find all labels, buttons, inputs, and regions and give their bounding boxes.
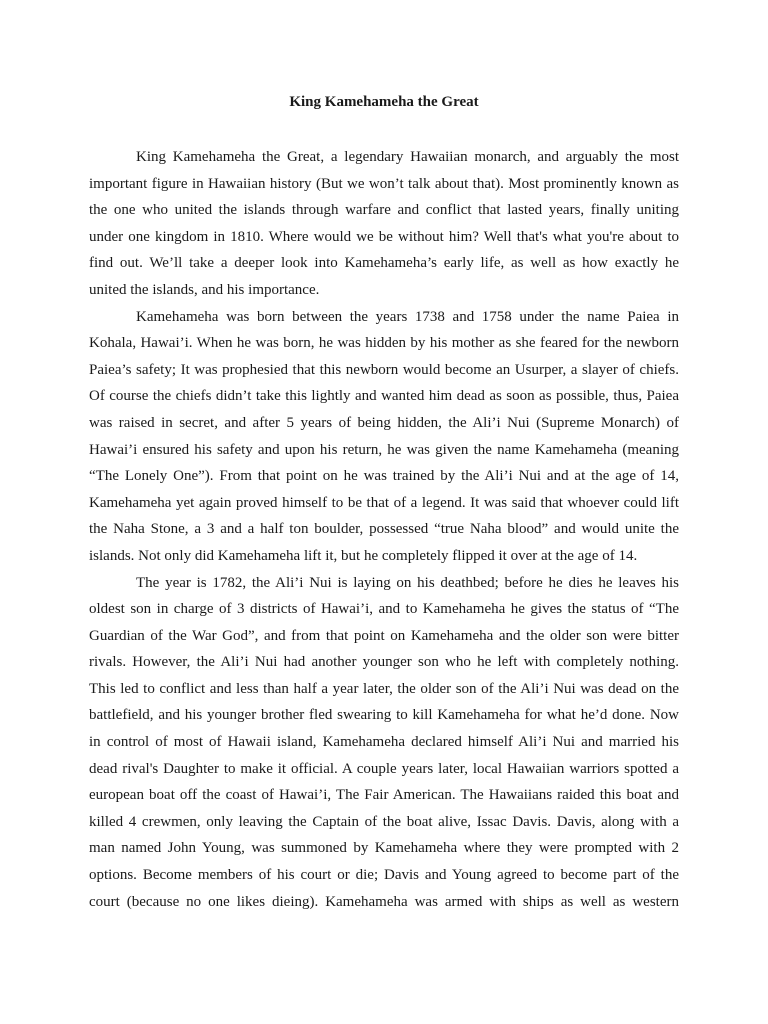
text-line: Of course the chiefs didn’t take this lightly and wanted him dead as soon as possible, thus, Paiea (89, 388, 679, 405)
text-line: “The Lonely One”). From that point on he was trained by the Ali’i Nui and at the age of 14, (89, 468, 679, 485)
text-line: european boat off the coast of Hawai’i, The Fair American. The Hawaiians raided this boat and (89, 787, 679, 804)
text-line: the Naha Stone, a 3 and a half ton boulder, possessed “true Naha blood” and would unite the (89, 521, 679, 538)
text-line: Paiea’s safety; It was prophesied that this newborn would become an Usurper, a slayer of chiefs. (89, 361, 679, 378)
text-line: the one who united the islands through warfare and conflict that lasted years, finally uniting (89, 202, 679, 219)
text-line: find out. We’ll take a deeper look into Kamehameha’s early life, as well as how exactly he (89, 255, 679, 272)
document-body (89, 144, 679, 915)
text-line: killed 4 crewmen, only leaving the Captain of the boat alive, Issac Davis. Davis, along with a (89, 813, 679, 830)
text-line: important figure in Hawaiian history (But we won’t talk about that). Most prominently known as (89, 175, 679, 192)
text-line: Guardian of the War God”, and from that point on Kamehameha and the older son were bitter (89, 627, 679, 644)
text-line: islands. Not only did Kamehameha lift it, but he completely flipped it over at the age of 14. (89, 547, 638, 564)
text-line: rivals. However, the Ali’i Nui had another younger son who he left with completely nothing. (89, 654, 679, 671)
document-title: King Kamehameha the Great (289, 94, 479, 110)
text-line: battlefield, and his younger brother fled swearing to kill Kamehameha for what he’d done. Now (89, 707, 679, 724)
text-line: dead rival's Daughter to make it official. A couple years later, local Hawaiian warriors spotted a (89, 760, 679, 777)
text-line: in control of most of Hawaii island, Kamehameha declared himself Ali’i Nui and married his (89, 734, 679, 751)
text-line: under one kingdom in 1810. Where would we be without him? Well that's what you're about to (89, 228, 679, 245)
text-line: man named John Young, was summoned by Kamehameha where they were prompted with 2 (89, 840, 679, 857)
text-line: King Kamehameha the Great, a legendary Hawaiian monarch, and arguably the most (136, 149, 679, 165)
text-line: Kamehameha yet again proved himself to be that of a legend. It was said that whoever could lift (89, 494, 679, 511)
text-line: Kamehameha was born between the years 1738 and 1758 under the name Paiea in (136, 308, 679, 325)
text-line: oldest son in charge of 3 districts of Hawai’i, and to Kamehameha he gives the status of “The (89, 601, 679, 618)
text-line: was raised in secret, and after 5 years of being hidden, the Ali’i Nui (Supreme Monarch) of (89, 414, 679, 431)
text-line: Hawai’i ensured his safety and upon his return, he was given the name Kamehameha (meaning (89, 441, 679, 458)
text-line: This led to conflict and less than half a year later, the older son of the Ali’i Nui was dead on the (89, 680, 679, 697)
text-line: The year is 1782, the Ali’i Nui is laying on his deathbed; before he dies he leaves his (136, 574, 679, 591)
text-line: Kohala, Hawai’i. When he was born, he was hidden by his mother as she feared for the newborn (89, 335, 679, 352)
text-line: united the islands, and his importance. (89, 281, 320, 298)
text-line: court (because no one likes dieing). Kamehameha was armed with ships as well as western (89, 893, 679, 910)
text-line: options. Become members of his court or die; Davis and Young agreed to become part of the (89, 867, 679, 884)
